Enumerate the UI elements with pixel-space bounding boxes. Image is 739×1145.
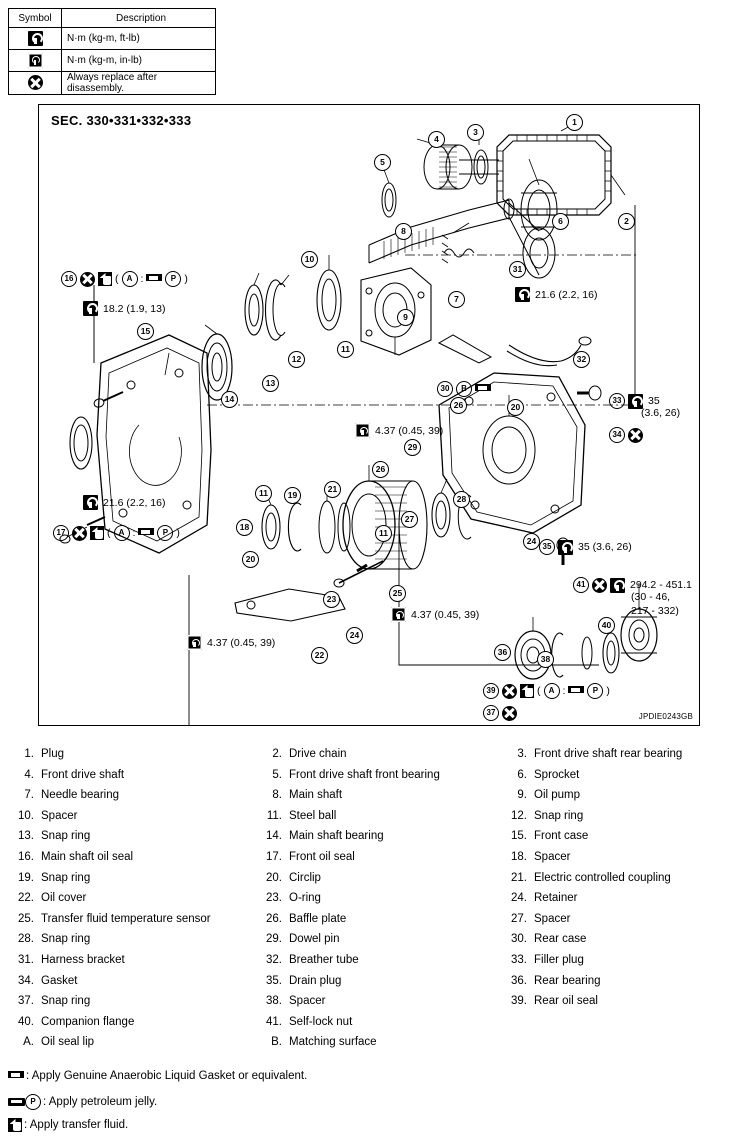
torque-value: 4.37 (0.45, 39) [375,424,444,437]
part-number: 11. [266,809,282,822]
list-item [501,913,739,934]
list-item [0,933,256,954]
part-name: Circlip [289,871,321,884]
callout-25: 25 [389,585,406,602]
part-number: 9. [517,789,527,802]
list-item [256,913,501,934]
part-name: Retainer [534,892,578,905]
part-number: 5. [272,768,282,781]
torque-value-sub: (3.6, 26) [641,407,681,419]
annotation-item-16: 16 ( A : P ) [61,271,188,287]
legend-row-ftlb [9,28,216,50]
list-item [256,810,501,831]
part-name: Main shaft bearing [289,830,384,843]
callout-18: 18 [236,519,253,536]
part-name: Rear bearing [534,974,601,987]
part-name: Drive chain [289,748,347,760]
part-number: 13. [18,830,34,843]
part-number: 4. [24,768,34,781]
torque-nm-inlb-icon [391,607,406,622]
callout-8: 8 [395,223,412,240]
replace-after-disassembly-icon [502,684,517,699]
list-item [256,933,501,954]
part-number: 36. [511,974,527,987]
callout-24b: 24 [523,533,540,550]
drawing-code: JPDIE0243GB [638,712,693,721]
callout-B: B [456,381,472,397]
callout-17: 17 [53,525,69,541]
callout-9: 9 [397,309,414,326]
list-item [0,851,256,872]
part-name: Transfer fluid temperature sensor [41,912,211,925]
callout-13: 13 [262,375,279,392]
part-number: 1. [24,748,34,760]
parts-row [0,975,739,996]
callout-11b: 11 [255,485,272,502]
legend-header-description: Description [62,9,216,28]
parts-row [0,769,739,790]
callout-32: 32 [573,351,590,368]
list-item [256,872,501,893]
parts-row [0,1016,739,1037]
part-name: Front drive shaft rear bearing [534,748,683,760]
part-number: 37. [18,995,34,1008]
part-number: 41. [266,1015,282,1028]
transfer-fluid-icon [520,684,534,698]
footnote-text: : Apply transfer fluid. [24,1119,129,1131]
part-name: Main shaft oil seal [41,850,134,863]
callout-31: 31 [509,261,526,278]
list-item [0,954,256,975]
list-item [0,913,256,934]
part-name: Rear case [534,933,587,946]
callout-27: 27 [401,511,418,528]
part-number: 38. [266,995,282,1008]
part-number: B. [271,1036,282,1049]
part-name: Breather tube [289,953,359,966]
list-item [256,769,501,790]
part-name: Front drive shaft [41,768,125,781]
legend-header-symbol: Symbol [9,9,62,28]
part-number: 6. [517,768,527,781]
part-name: Snap ring [41,830,91,843]
part-name: Main shaft [289,789,343,802]
callout-36: 36 [494,644,511,661]
annotation-torque-18-2 [83,301,165,316]
legend-desc-replace: Always replace after disassembly. [62,72,216,95]
part-number: 20. [266,871,282,884]
part-number: 30. [511,933,527,946]
callout-41: 41 [573,577,589,593]
list-item [256,954,501,975]
list-item [501,995,739,1016]
parts-row [0,995,739,1016]
replace-after-disassembly-icon [502,706,517,721]
callout-A: A [114,525,130,541]
parts-row [0,872,739,893]
parts-row [0,933,739,954]
torque-value-line1: 294.2 - 451.1 [630,579,692,591]
anaerobic-liquid-gasket-icon [8,1070,24,1082]
part-name: Drain plug [289,974,342,987]
torque-value: 4.37 (0.45, 39) [207,636,276,649]
part-name: Oil cover [41,892,87,905]
parts-row [0,954,739,975]
callout-19: 19 [284,487,301,504]
legend-row-replace [9,72,216,95]
list-item [0,975,256,996]
parts-row [0,789,739,810]
callout-14: 14 [221,391,238,408]
callout-A: A [122,271,138,287]
list-item [0,748,256,769]
part-name: O-ring [289,892,321,905]
annotation-torque-21-6-right [515,287,597,302]
list-item [0,995,256,1016]
legend-desc-ftlb: N·m (kg-m, ft-lb) [62,28,216,50]
callout-26b: 26 [450,397,467,414]
replace-after-disassembly-icon [72,526,87,541]
list-item [501,892,739,913]
list-item [256,851,501,872]
list-item [501,975,739,996]
torque-nm-ftlb-icon [610,578,625,593]
callout-38: 38 [537,651,554,668]
part-number: 31. [18,953,34,966]
part-name: Snap ring [41,933,91,946]
part-number: 29. [266,933,282,946]
callout-P: P [587,683,603,699]
replace-after-disassembly-icon [628,428,643,443]
footnote-anaerobic-gasket [8,1070,307,1082]
callout-11: 11 [337,341,354,358]
anaerobic-liquid-gasket-icon [138,527,154,539]
part-name: Oil seal lip [41,1036,95,1049]
torque-value: 21.6 (2.2, 16) [103,496,166,509]
part-number: 32. [266,953,282,966]
part-name: Rear oil seal [534,995,598,1008]
part-name: Spacer [534,850,571,863]
symbol-legend-table [8,8,216,95]
callout-12: 12 [288,351,305,368]
part-name: Oil pump [534,789,581,802]
list-item [256,1016,501,1037]
part-name: Filler plug [534,953,584,966]
part-name: Dowel pin [289,933,340,946]
torque-nm-ftlb-icon [83,301,98,316]
annotation-item-41-line2 [629,591,670,603]
replace-after-disassembly-icon [80,272,95,287]
callout-P: P [25,1094,41,1110]
annotation-torque-4-37-a [355,423,443,438]
part-number: A. [23,1036,34,1049]
callout-33: 33 [609,393,625,409]
torque-nm-ftlb-icon [515,287,530,302]
annotation-torque-21-6-left [83,495,165,510]
anaerobic-liquid-gasket-icon [568,685,584,697]
part-number: 26. [266,912,282,925]
part-number: 33. [511,953,527,966]
part-number: 27. [511,912,527,925]
callout-28: 28 [453,491,470,508]
list-item [0,872,256,893]
part-name: Electric controlled coupling [534,871,671,884]
part-name: Front case [534,830,589,843]
list-item [256,1036,501,1057]
part-number: 14. [266,830,282,843]
annotation-item-41-line3 [629,605,679,617]
list-item [0,769,256,790]
list-item [0,892,256,913]
callout-30: 30 [437,381,453,397]
callout-23: 23 [323,591,340,608]
list-item [256,830,501,851]
list-item [501,830,739,851]
callout-39: 39 [483,683,499,699]
parts-row [0,892,739,913]
callout-35: 35 [539,539,555,555]
part-name: Harness bracket [41,953,125,966]
annotation-torque-35-sub [639,407,680,419]
part-number: 40. [18,1015,34,1028]
parts-row [0,913,739,934]
torque-nm-inlb-icon [28,53,43,68]
part-number: 19. [18,871,34,884]
part-number: 7. [24,789,34,802]
part-number: 16. [18,850,34,863]
torque-value: 4.37 (0.45, 39) [411,608,480,621]
annotation-item-17: 17 ( A : P ) [53,525,180,541]
legend-header-row [9,9,216,28]
part-number: 22. [18,892,34,905]
torque-nm-ftlb-icon [83,495,98,510]
part-name: Snap ring [41,995,91,1008]
torque-value: 21.6 (2.2, 16) [535,288,598,301]
part-name: Front oil seal [289,850,355,863]
list-item [501,1036,739,1057]
part-name: Self-lock nut [289,1015,353,1028]
callout-10: 10 [301,251,318,268]
part-number: 34. [18,974,34,987]
torque-value: 18.2 (1.9, 13) [103,302,166,315]
list-item [501,933,739,954]
part-name: Snap ring [534,809,584,822]
part-name: Baffle plate [289,912,347,925]
torque-value: 35 [648,395,660,407]
part-number: 15. [511,830,527,843]
part-number: 8. [272,789,282,802]
parts-row [0,810,739,831]
transfer-fluid-icon [90,526,104,540]
legend-symbol-cell [9,28,62,50]
transfer-fluid-icon [8,1118,22,1132]
part-number: 28. [18,933,34,946]
part-number: 21. [511,871,527,884]
callout-11c: 11 [375,525,392,542]
callout-2: 2 [618,213,635,230]
part-number: 39. [511,995,527,1008]
part-number: 23. [266,892,282,905]
part-number: 35. [266,974,282,987]
callout-P: P [165,271,181,287]
parts-row [0,851,739,872]
callout-40: 40 [598,617,615,634]
callout-A: A [544,683,560,699]
annotation-torque-4-37-b [391,607,479,622]
callout-4: 4 [428,131,445,148]
legend-symbol-cell [9,50,62,72]
list-item [256,995,501,1016]
annotation-torque-4-37-c [187,635,275,650]
torque-nm-inlb-icon [355,423,370,438]
footnote-text: : Apply Genuine Anaerobic Liquid Gasket or equivalent. [26,1070,308,1082]
part-name: Matching surface [289,1036,377,1049]
callout-15: 15 [137,323,154,340]
legend-row-inlb [9,50,216,72]
callout-1: 1 [566,114,583,131]
part-name: Steel ball [289,809,337,822]
parts-row [0,830,739,851]
exploded-view-figure [38,104,700,726]
part-name: Spacer [41,809,78,822]
list-item [0,830,256,851]
part-name: Spacer [289,995,326,1008]
list-item [501,954,739,975]
callout-22: 22 [311,647,328,664]
parts-row [0,748,739,769]
torque-nm-inlb-icon [187,635,202,650]
list-item [0,1016,256,1037]
list-item [0,810,256,831]
callout-37: 37 [483,705,499,721]
callout-P: P [157,525,173,541]
transfer-case-line-drawing [39,105,699,725]
petroleum-jelly-icon [8,1098,25,1107]
list-item [0,1036,256,1057]
part-number: 2. [272,748,282,760]
part-name: Front drive shaft front bearing [289,768,440,781]
callout-20b: 20 [507,399,524,416]
list-item [0,789,256,810]
footnote-transfer-fluid [8,1118,128,1132]
part-number: 3. [517,748,527,760]
list-item [501,748,739,769]
section-title: SEC. 330•331•332•333 [51,113,192,128]
anaerobic-liquid-gasket-icon [475,383,491,395]
part-number: 10. [18,809,34,822]
list-item [256,789,501,810]
footnote-petroleum-jelly [8,1094,157,1110]
replace-after-disassembly-icon [28,75,43,90]
callout-34: 34 [609,427,625,443]
callout-24: 24 [346,627,363,644]
annotation-item-37 [483,705,517,721]
part-name: Gasket [41,974,78,987]
list-item [501,851,739,872]
part-name: Sprocket [534,768,580,781]
legend-symbol-cell [9,72,62,95]
list-item [501,810,739,831]
callout-29: 29 [404,439,421,456]
part-number: 24. [511,892,527,905]
callout-6: 6 [552,213,569,230]
part-name: Needle bearing [41,789,120,802]
list-item [501,789,739,810]
annotation-group-rear-seal: 39 ( A : P ) [483,683,610,699]
torque-value-line3: 217 - 332) [631,605,679,617]
parts-list [0,748,739,1057]
list-item [256,975,501,996]
torque-nm-ftlb-icon [28,31,43,46]
part-name: Spacer [534,912,571,925]
callout-16: 16 [61,271,77,287]
part-number: 25. [18,912,34,925]
anaerobic-liquid-gasket-icon [146,273,162,285]
callout-26: 26 [372,461,389,478]
list-item [501,872,739,893]
part-name: Plug [41,748,65,760]
annotation-item-30 [437,381,491,397]
transfer-fluid-icon [98,272,112,286]
callout-3: 3 [467,124,484,141]
replace-after-disassembly-icon [592,578,607,593]
part-name: Companion flange [41,1015,135,1028]
legend-desc-inlb: N·m (kg-m, in-lb) [62,50,216,72]
part-number: 12. [511,809,527,822]
part-number: 17. [266,850,282,863]
list-item [501,1016,739,1037]
callout-5: 5 [374,154,391,171]
torque-value-line2: (30 - 46, [631,591,671,603]
list-item [256,748,501,769]
parts-row [0,1036,739,1057]
annotation-item-34 [609,427,643,443]
list-item [256,892,501,913]
part-name: Snap ring [41,871,91,884]
callout-20: 20 [242,551,259,568]
torque-value: 35 (3.6, 26) [578,541,632,553]
list-item [501,769,739,790]
callout-7: 7 [448,291,465,308]
torque-nm-ftlb-icon [558,540,573,555]
callout-21: 21 [324,481,341,498]
annotation-item-35 [539,539,632,555]
part-number: 18. [511,850,527,863]
footnote-text: : Apply petroleum jelly. [43,1096,158,1108]
